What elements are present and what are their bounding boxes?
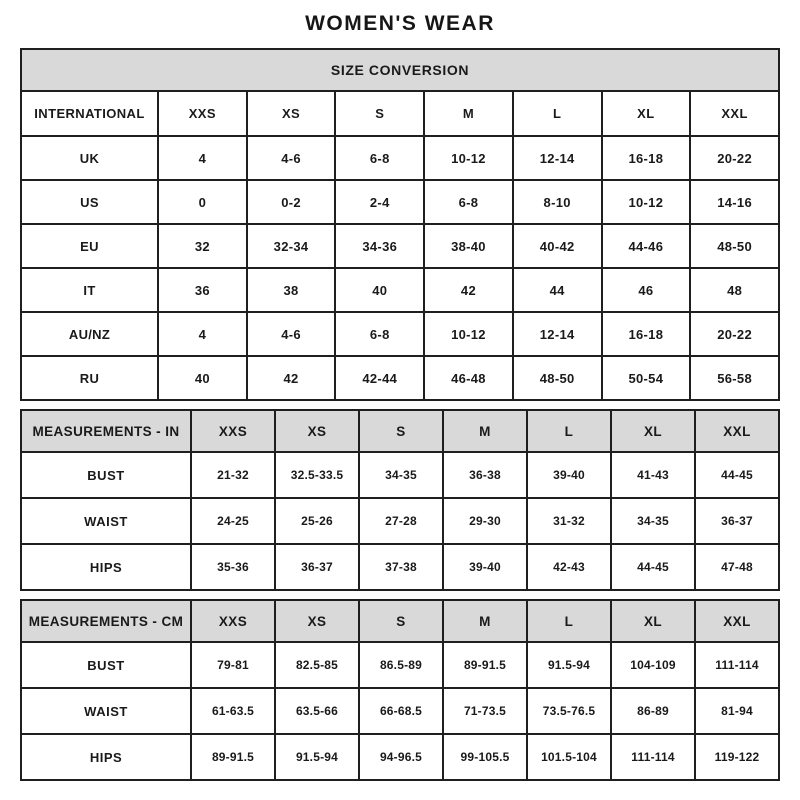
column-header-size: M [443,600,527,642]
measurement-value-cell: 39-40 [527,452,611,498]
column-header-size: M [443,410,527,452]
measurement-value-cell: 44-45 [695,452,779,498]
size-value-cell: 8-10 [513,180,602,224]
measurement-value-cell: 91.5-94 [527,642,611,688]
measurement-label: BUST [21,452,191,498]
size-value-cell: 40 [158,356,247,400]
region-label: EU [21,224,158,268]
size-value-cell: 20-22 [690,136,779,180]
measurements-cm-table [20,599,780,781]
measurement-value-cell: 36-37 [695,498,779,544]
size-value-cell: 0-2 [247,180,336,224]
size-conversion-banner-row [21,49,779,91]
measurement-value-cell: 81-94 [695,688,779,734]
measurement-value-cell: 34-35 [359,452,443,498]
column-header-size: XXS [191,410,275,452]
size-value-cell: 48 [690,268,779,312]
size-value-cell: 14-16 [690,180,779,224]
size-conversion-row [21,224,779,268]
measurement-value-cell: 86.5-89 [359,642,443,688]
size-value-cell: 46 [602,268,691,312]
measurement-value-cell: 73.5-76.5 [527,688,611,734]
measurement-value-cell: 91.5-94 [275,734,359,780]
size-value-cell: 38 [247,268,336,312]
measurement-value-cell: 101.5-104 [527,734,611,780]
measurements-in-header: MEASUREMENTS - IN [21,410,191,452]
measurement-value-cell: 111-114 [611,734,695,780]
measurement-label: WAIST [21,498,191,544]
size-value-cell: 32 [158,224,247,268]
measurement-value-cell: 37-38 [359,544,443,590]
measurement-value-cell: 27-28 [359,498,443,544]
measurement-label: BUST [21,642,191,688]
size-value-cell: 2-4 [335,180,424,224]
column-header-size: XL [611,410,695,452]
column-header-size: XXL [695,600,779,642]
measurement-value-cell: 35-36 [191,544,275,590]
size-conversion-row [21,356,779,400]
size-value-cell: 46-48 [424,356,513,400]
column-header-size: S [359,410,443,452]
measurement-value-cell: 89-91.5 [191,734,275,780]
measurement-value-cell: 119-122 [695,734,779,780]
region-label: US [21,180,158,224]
measurement-value-cell: 111-114 [695,642,779,688]
measurement-value-cell: 79-81 [191,642,275,688]
measurement-label: WAIST [21,688,191,734]
column-header-size: S [335,91,424,136]
region-label: IT [21,268,158,312]
size-value-cell: 12-14 [513,312,602,356]
column-header-size: XXL [690,91,779,136]
column-header-size: L [513,91,602,136]
measurement-value-cell: 86-89 [611,688,695,734]
measurement-value-cell: 24-25 [191,498,275,544]
measurement-value-cell: 99-105.5 [443,734,527,780]
size-value-cell: 50-54 [602,356,691,400]
measurements-cm-header: MEASUREMENTS - CM [21,600,191,642]
measurement-label: HIPS [21,544,191,590]
size-value-cell: 48-50 [690,224,779,268]
size-value-cell: 42-44 [335,356,424,400]
size-value-cell: 38-40 [424,224,513,268]
size-value-cell: 32-34 [247,224,336,268]
size-conversion-table [20,48,780,401]
size-value-cell: 42 [247,356,336,400]
measurement-row [21,688,779,734]
column-header-size: XS [275,600,359,642]
page-title: WOMEN'S WEAR [305,12,495,35]
measurement-row [21,544,779,590]
size-value-cell: 10-12 [602,180,691,224]
measurement-value-cell: 29-30 [443,498,527,544]
measurement-row [21,498,779,544]
size-value-cell: 4 [158,312,247,356]
size-value-cell: 0 [158,180,247,224]
size-conversion-row [21,312,779,356]
measurement-value-cell: 39-40 [443,544,527,590]
size-value-cell: 36 [158,268,247,312]
measurement-value-cell: 42-43 [527,544,611,590]
measurement-value-cell: 63.5-66 [275,688,359,734]
measurement-row [21,452,779,498]
measurement-value-cell: 36-37 [275,544,359,590]
measurement-value-cell: 71-73.5 [443,688,527,734]
column-header-size: XL [602,91,691,136]
size-value-cell: 56-58 [690,356,779,400]
size-value-cell: 44-46 [602,224,691,268]
size-value-cell: 10-12 [424,136,513,180]
measurement-value-cell: 89-91.5 [443,642,527,688]
measurement-value-cell: 34-35 [611,498,695,544]
size-value-cell: 4-6 [247,312,336,356]
measurement-value-cell: 32.5-33.5 [275,452,359,498]
measurements-in-header-row [21,410,779,452]
measurement-value-cell: 82.5-85 [275,642,359,688]
size-value-cell: 48-50 [513,356,602,400]
measurement-value-cell: 47-48 [695,544,779,590]
size-conversion-column-header-row [21,91,779,136]
measurement-row [21,642,779,688]
measurement-value-cell: 104-109 [611,642,695,688]
size-value-cell: 34-36 [335,224,424,268]
size-value-cell: 40 [335,268,424,312]
measurements-cm-header-row [21,600,779,642]
size-value-cell: 4 [158,136,247,180]
column-header-size: XXS [158,91,247,136]
size-value-cell: 20-22 [690,312,779,356]
measurement-label: HIPS [21,734,191,780]
size-value-cell: 6-8 [335,136,424,180]
region-label: AU/NZ [21,312,158,356]
measurement-value-cell: 94-96.5 [359,734,443,780]
column-header-size: XXL [695,410,779,452]
size-value-cell: 6-8 [424,180,513,224]
column-header-size: M [424,91,513,136]
measurement-value-cell: 41-43 [611,452,695,498]
size-value-cell: 12-14 [513,136,602,180]
measurement-value-cell: 36-38 [443,452,527,498]
column-header-size: L [527,600,611,642]
size-value-cell: 42 [424,268,513,312]
column-header-size: XL [611,600,695,642]
size-value-cell: 4-6 [247,136,336,180]
column-header-international: INTERNATIONAL [21,91,158,136]
column-header-size: S [359,600,443,642]
size-value-cell: 44 [513,268,602,312]
measurement-value-cell: 44-45 [611,544,695,590]
size-conversion-row [21,136,779,180]
size-value-cell: 40-42 [513,224,602,268]
measurement-value-cell: 61-63.5 [191,688,275,734]
column-header-size: XS [247,91,336,136]
column-header-size: XS [275,410,359,452]
region-label: UK [21,136,158,180]
region-label: RU [21,356,158,400]
measurements-in-table [20,409,780,591]
size-conversion-header: SIZE CONVERSION [21,49,779,91]
measurement-row [21,734,779,780]
measurement-value-cell: 21-32 [191,452,275,498]
measurement-value-cell: 31-32 [527,498,611,544]
measurement-value-cell: 25-26 [275,498,359,544]
size-conversion-row [21,268,779,312]
size-value-cell: 10-12 [424,312,513,356]
column-header-size: L [527,410,611,452]
size-value-cell: 6-8 [335,312,424,356]
size-value-cell: 16-18 [602,312,691,356]
size-conversion-row [21,180,779,224]
measurement-value-cell: 66-68.5 [359,688,443,734]
size-value-cell: 16-18 [602,136,691,180]
column-header-size: XXS [191,600,275,642]
